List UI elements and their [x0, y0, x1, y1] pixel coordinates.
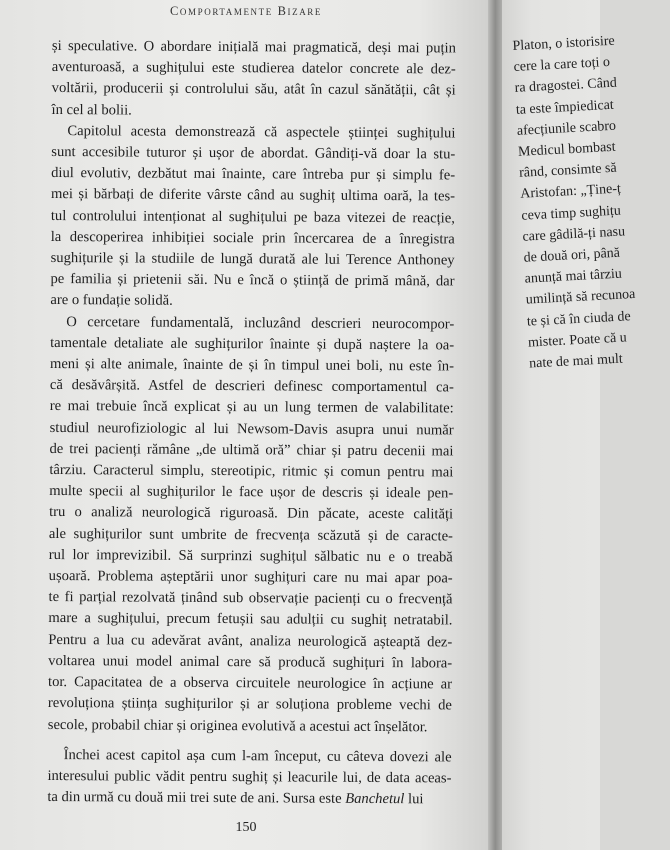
text-line: tul controlului intenționat al sughițului pe baza vitezei de reacție,	[50, 207, 455, 227]
text-line: în cel al bolii.	[51, 101, 132, 119]
page-number: 150	[235, 820, 257, 835]
text-line: pe familia și prietenii săi. Nu e încă o știință de primă mână, dar	[50, 271, 455, 290]
text-line: revoluționa știința sughițurilor și ar soluționa probleme vechi de	[47, 695, 452, 714]
text-line: voltarea unui model animal care să producă sughițuri în labora-	[48, 652, 453, 672]
paragraph	[47, 745, 451, 811]
text-line: rul lor imprevizibil. Să surprinzi sughițul sălbatic nu e o treabă	[48, 546, 453, 566]
text-line: la descoperirea inhibiției sociale prin încercarea de a înregistra	[50, 228, 455, 248]
facing-text-line: te și că în ciuda de	[526, 308, 632, 330]
text-line: Închei acest capitol așa cum l-am început, cu câteva dovezi ale	[63, 746, 452, 766]
text-line: tor. Capacitatea de a observa circuitele neurologice în acțiune ar	[48, 674, 453, 693]
text-line: ta din urmă cu două mii trei sute de ani. Sursa este Banchetul lui	[47, 789, 424, 808]
facing-text-line: de două ori, până	[523, 245, 621, 266]
facing-text-line: ta este împiedicat	[515, 97, 615, 118]
running-header: Comportamente Bizare	[169, 4, 323, 18]
text-line: O cercetare fundamentală, incluzând descrieri neurocompor-	[66, 313, 455, 333]
text-line: secole, probabil chiar și originea evolutivă a acestui act înșelător.	[47, 716, 428, 735]
text-line: tru o analiză neurologică riguroasă. Din păcate, aceste calități	[49, 504, 454, 523]
text-line: sughițurile și la studiile de lungă durată ale lui Terence Anthoney	[50, 250, 455, 269]
facing-text-line: nate de mai mult	[528, 351, 624, 372]
text-line: că desăvârșită. Astfel de descrieri definesc comportamentul ca-	[49, 377, 454, 396]
facing-text-line: Platon, o istorisire	[512, 33, 616, 54]
text-line: mei și bărbați de diferite vârste când au sughiț ultima oară, la tes-	[50, 186, 456, 205]
text-line: sunt accesibile tuturor și ușor de abordat. Gândiți-vă doar la stu-	[51, 144, 456, 163]
body-text	[47, 36, 456, 811]
right-book-page	[502, 0, 636, 850]
paragraph	[51, 36, 456, 123]
text-line: aventuroasă, a sughițului este studierea datelor concrete ale dez-	[51, 59, 456, 78]
text-line: interesului public vădit pentru sughiț și leacurile lui, de data aceas-	[47, 767, 452, 787]
text-line: mare a sughițului, precum fetușii sau adulții cu sughiț netratabil.	[48, 610, 453, 629]
facing-text-line: cere la care toți o	[513, 55, 611, 76]
paragraph	[48, 312, 455, 739]
text-line: diul evolutiv, dezbătut mai înainte, care întreba pur și simplu fe-	[51, 165, 456, 184]
facing-text-line: rând, consimte să	[518, 160, 618, 182]
facing-text-line: afecțiunile scabro	[516, 118, 617, 139]
facing-text-line: ra dragostei. Când	[514, 75, 618, 97]
text-line: are o fundație solidă.	[50, 292, 173, 310]
text-line: meni și alte animale, înainte de și în timpul unei boli, nu este în-	[49, 356, 455, 375]
text-line: Pentru a lua cu adevărat avânt, analiza neurologică așteaptă dez-	[48, 631, 453, 651]
facing-text-line: Medicul bombast	[517, 139, 616, 160]
facing-text-line: Aristofan: „Ține-ț	[519, 181, 622, 203]
facing-text-line: mister. Poate că u	[527, 330, 628, 351]
text-line: re mai trebuie încă explicat și au un lung termen de valabilitate:	[49, 398, 454, 417]
text-line: multe specii al sughițurilor le face ușor de descris și ideale pen-	[49, 483, 454, 502]
text-line: Capitolul acesta demonstrează că aspectele științei sughițului	[67, 122, 456, 142]
facing-text-line: care gâdilă-ți nasu	[522, 224, 626, 245]
text-line: voltării, producerii și controlului său, atât în cazul sănătății, cât și	[51, 80, 456, 99]
facing-text-line: anunță mai târziu	[524, 266, 623, 287]
text-line: te fi parțial rezolvată ținând sub observație pacienți cu o frecvență	[48, 589, 453, 608]
text-line: ușoară. Problema așteptării unor sughițuri care nu mai apar poa-	[48, 568, 453, 587]
text-line: tamentale detaliate ale sughițurilor înainte și după naștere la oa-	[50, 334, 455, 354]
text-line: de trei pacienți rămâne „de ultimă oră” chiar și patru decenii mai	[49, 440, 454, 460]
facing-page-text	[512, 29, 670, 375]
facing-text-line: umilință să recunoa	[525, 287, 636, 309]
book-title: Banchetul	[345, 790, 405, 808]
text-line: studiul neurofiziologic al lui Newsom-Davis asupra unui număr	[49, 419, 454, 439]
text-line: și speculative. O abordare inițială mai pragmatică, deși mai puțin	[51, 37, 456, 57]
paragraph	[50, 121, 455, 314]
text-line: târziu. Caracterul simplu, stereotipic, ritmic și comun pentru mai	[49, 462, 454, 481]
text-line: ale sughițurilor sunt umbrite de frecvența scăzută și de caracte-	[48, 525, 454, 545]
facing-text-line: ceva timp sughițu	[521, 203, 622, 224]
